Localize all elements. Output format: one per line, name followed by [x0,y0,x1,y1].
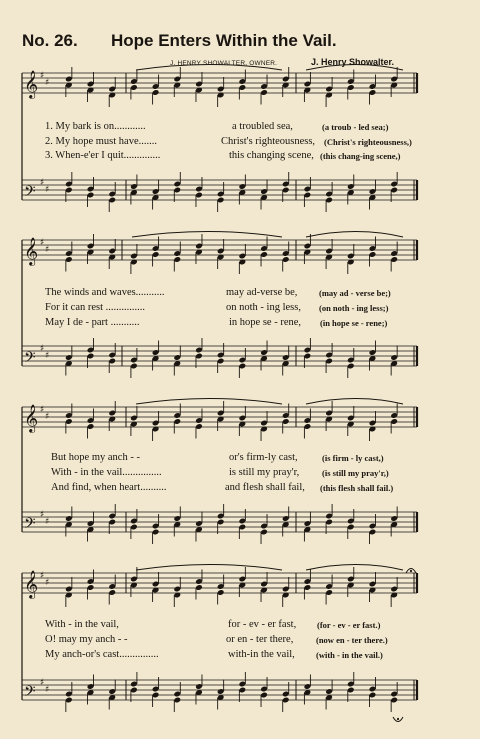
slur [132,232,282,238]
bass-clef-icon: 𝄢 [24,515,36,536]
treble-clef-icon: 𝄞 [24,404,39,432]
key-signature-sharp-icon: ♯ [40,178,45,188]
slur [306,232,403,238]
bass-clef-icon: 𝄢 [24,349,36,370]
hymn-title: Hope Enters Within the Vail. [111,31,337,50]
key-signature-sharp-icon: ♯ [40,571,45,581]
hymn-number: No. 26. [22,31,78,50]
slur [306,65,403,71]
copyright-owner: J. HENRY SHOWALTER, OWNER. [170,60,278,67]
composer-credit: J. Henry Showalter. [311,57,395,67]
key-signature-sharp-icon: ♯ [45,78,50,88]
treble-clef-icon: 𝄞 [24,70,39,98]
slur [136,65,282,71]
key-signature-sharp-icon: ♯ [45,245,50,255]
key-signature-sharp-icon: ♯ [40,238,45,248]
key-signature-sharp-icon: ♯ [45,412,50,422]
treble-clef-icon: 𝄞 [24,570,39,598]
key-signature-sharp-icon: ♯ [45,578,50,588]
treble-clef-icon: 𝄞 [24,237,39,265]
key-signature-sharp-icon: ♯ [40,344,45,354]
bass-clef-icon: 𝄢 [24,683,36,704]
key-signature-sharp-icon: ♯ [45,351,50,361]
slur [136,399,282,405]
slur [136,565,282,571]
slur [306,399,403,405]
key-signature-sharp-icon: ♯ [45,517,50,527]
key-signature-sharp-icon: ♯ [40,678,45,688]
key-signature-sharp-icon: ♯ [45,685,50,695]
bass-clef-icon: 𝄢 [24,183,36,204]
fermata-dot [410,570,412,572]
key-signature-sharp-icon: ♯ [40,405,45,415]
key-signature-sharp-icon: ♯ [45,185,50,195]
key-signature-sharp-icon: ♯ [40,71,45,81]
slur [306,565,403,571]
fermata-dot [397,718,399,720]
key-signature-sharp-icon: ♯ [40,510,45,520]
